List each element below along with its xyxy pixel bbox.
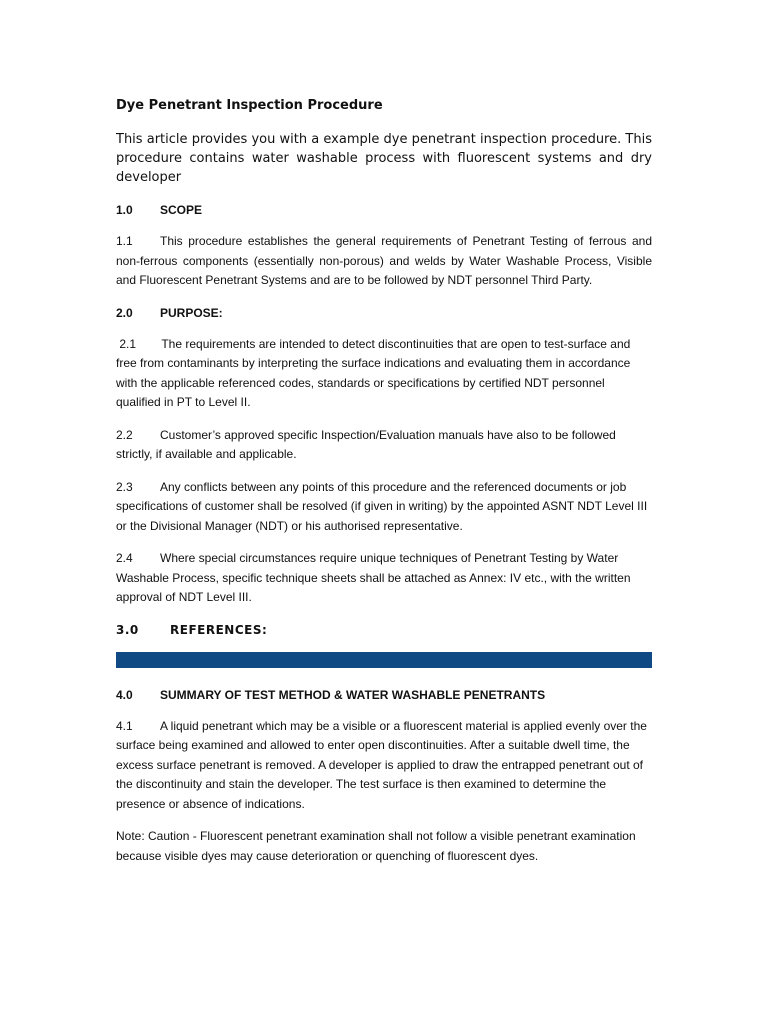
paragraph-text: This procedure establishes the general requirements of Penetrant Testing of ferrous and non-ferrous components (essentially non-porous) and welds by Water Washable Process, Visible and Fluorescent Penetrant Systems and are to be followed by NDT personnel Third Party. xyxy=(116,234,652,287)
paragraph-number: 2.2 xyxy=(116,427,133,442)
document-title: Dye Penetrant Inspection Procedure xyxy=(116,98,383,113)
paragraph-number: 2.4 xyxy=(116,551,133,565)
paragraph-2-4 xyxy=(116,549,652,608)
section-title: REFERENCES: xyxy=(170,622,268,637)
paragraph-text: Where special circumstances require unique techniques of Penetrant Testing by Water Washable Process, specific technique sheets shall be attached as Annex: IV etc., with the written approval of NDT Level III. xyxy=(116,551,631,604)
section-heading-references xyxy=(116,621,652,639)
section-number: 1.0 xyxy=(116,203,133,217)
references-divider-bar xyxy=(116,652,652,668)
paragraph-text: A liquid penetrant which may be a visible or a fluorescent material is applied evenly over the surface being examined and allowed to enter open discontinuities. After a suitable dwell time, the excess surface penetrant is removed. A developer is applied to draw the entrapped penetrant out of the discontinuity and stain the developer. The test surface is then examined to determine the presence or absence of indications. xyxy=(116,718,647,811)
paragraph-text: Customer’s approved specific Inspection/Evaluation manuals have also to be followed strictly, if available and applicable. xyxy=(116,427,616,461)
section-number: 4.0 xyxy=(116,687,133,702)
section-heading-scope xyxy=(116,201,652,219)
section-title: SUMMARY OF TEST METHOD & WATER WASHABLE PENETRANTS xyxy=(160,687,546,702)
paragraph-number: 1.1 xyxy=(116,234,133,248)
paragraph-4-1 xyxy=(116,717,652,815)
document-page xyxy=(116,96,652,879)
section-title: SCOPE xyxy=(160,203,203,217)
paragraph-2-2 xyxy=(116,426,652,465)
paragraph-1-1 xyxy=(116,232,652,291)
intro-paragraph: This article provides you with a example dye penetrant inspection procedure. This procedure contains water washable process with fluorescent systems and dry developer xyxy=(116,132,652,185)
paragraph-number: 2.3 xyxy=(116,479,133,494)
section-number: 2.0 xyxy=(116,305,133,320)
paragraph-2-3 xyxy=(116,478,652,537)
section-heading-summary xyxy=(116,686,652,704)
paragraph-number: 2.1 xyxy=(119,336,137,351)
paragraph-2-1 xyxy=(116,335,652,413)
paragraph-text: The requirements are intended to detect discontinuities that are open to test-surface and free from contaminants by interpreting the surface indications and evaluating them in accordance with the applicable referenced codes, standards or specifications by certified NDT personnel qualified in PT to Level II. xyxy=(116,336,631,409)
paragraph-text: Any conflicts between any points of this procedure and the referenced documents or job specifications of customer shall be resolved (if given in writing) by the appointed ASNT NDT Level III or the Divisional Manager (NDT) or his authorised representative. xyxy=(116,479,648,533)
caution-note: Note: Caution - Fluorescent penetrant examination shall not follow a visible penetrant examination because visible dyes may cause deterioration or quenching of fluorescent dyes. xyxy=(116,829,636,863)
section-number: 3.0 xyxy=(116,622,139,637)
section-title: PURPOSE: xyxy=(160,305,223,320)
section-heading-purpose xyxy=(116,304,652,322)
paragraph-number: 4.1 xyxy=(116,718,133,733)
